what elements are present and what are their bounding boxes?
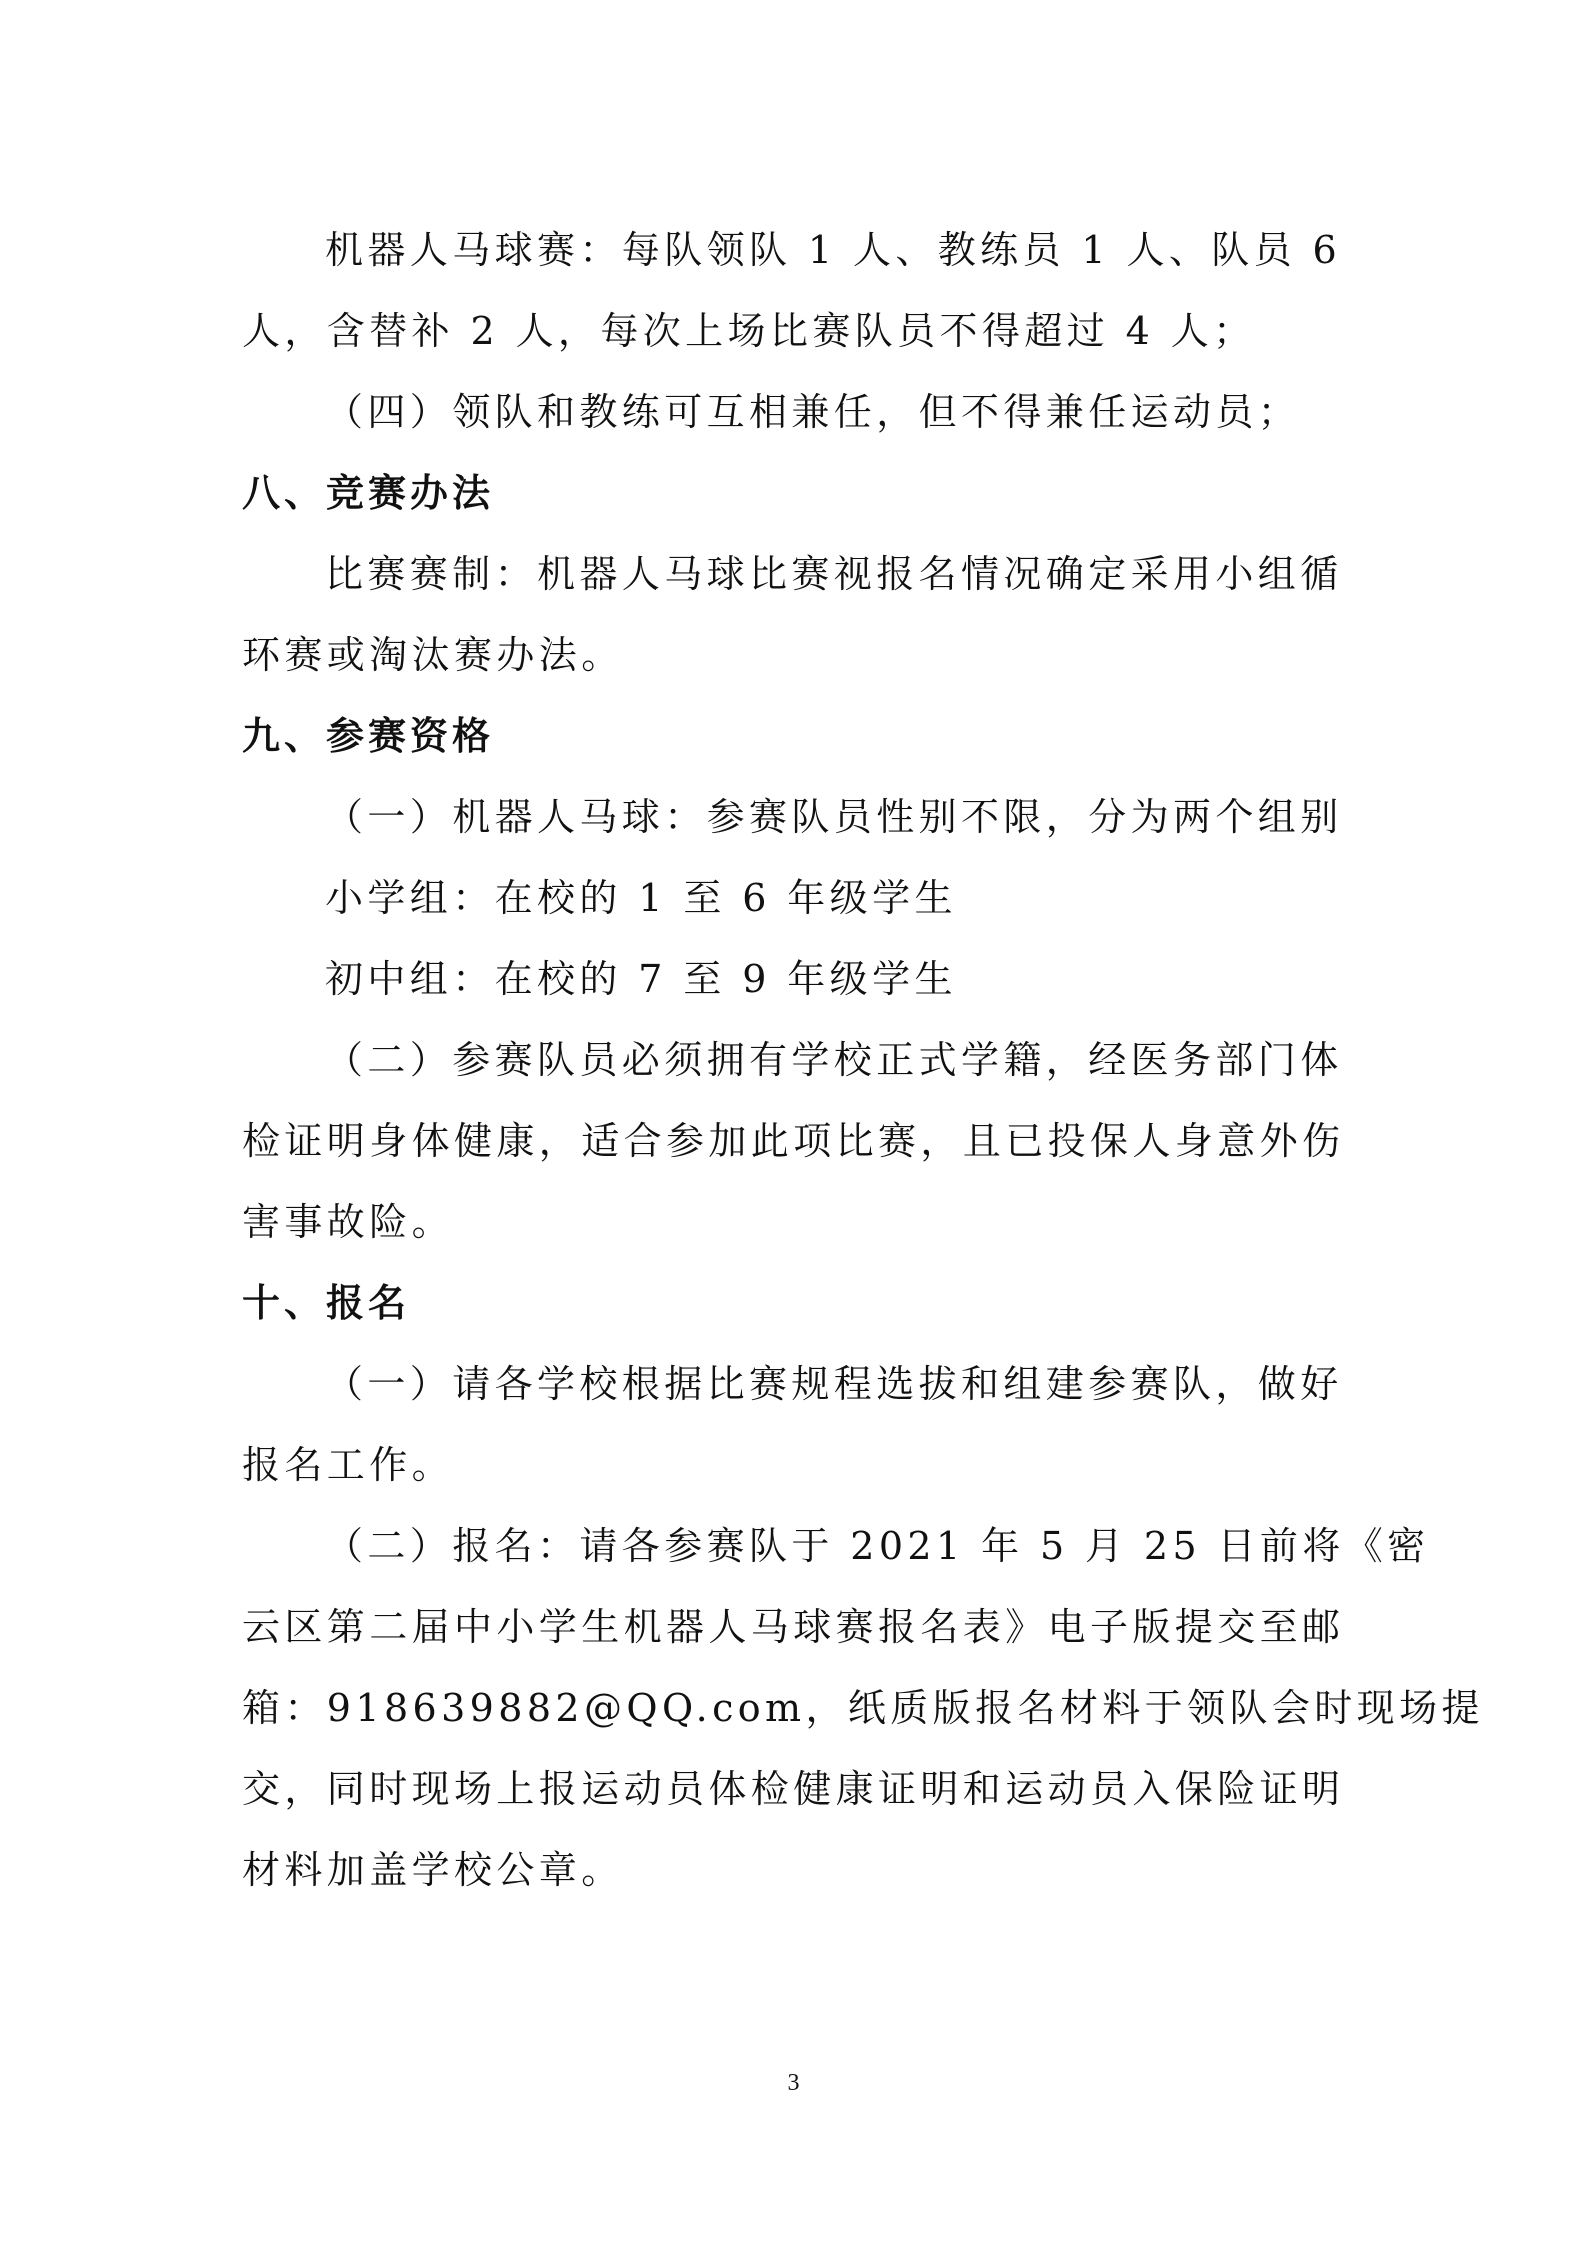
section-heading: 九、参赛资格 xyxy=(242,714,495,758)
paragraph-line: 比赛赛制：机器人马球比赛视报名情况确定采用小组循 xyxy=(325,552,1343,596)
paragraph-line: （一）请各学校根据比赛规程选拔和组建参赛队，做好 xyxy=(325,1362,1343,1406)
paragraph-line: 初中组：在校的 7 至 9 年级学生 xyxy=(325,957,957,1001)
paragraph-line: 小学组：在校的 1 至 6 年级学生 xyxy=(325,876,957,920)
paragraph-line: （一）机器人马球：参赛队员性别不限，分为两个组别 xyxy=(325,795,1343,839)
paragraph-line: 环赛或淘汰赛办法。 xyxy=(242,633,624,677)
paragraph-line: 人，含替补 2 人，每次上场比赛队员不得超过 4 人； xyxy=(242,309,1256,353)
paragraph-line: 报名工作。 xyxy=(242,1443,455,1487)
paragraph-line: 交，同时现场上报运动员体检健康证明和运动员入保险证明 xyxy=(242,1767,1345,1811)
paragraph-line: 材料加盖学校公章。 xyxy=(242,1848,624,1892)
paragraph-line: 机器人马球赛：每队领队 1 人、教练员 1 人、队员 6 xyxy=(325,228,1342,272)
paragraph-line: （二）参赛队员必须拥有学校正式学籍，经医务部门体 xyxy=(325,1038,1343,1082)
page-number: 3 xyxy=(787,2070,800,2096)
section-heading: 八、竞赛办法 xyxy=(242,471,495,515)
document-body xyxy=(242,210,1484,1911)
paragraph-line: 检证明身体健康，适合参加此项比赛，且已投保人身意外伤 xyxy=(242,1119,1345,1163)
paragraph-line: （二）报名：请各参赛队于 2021 年 5 月 25 日前将《密 xyxy=(325,1524,1430,1568)
paragraph-line: 箱：918639882@QQ.com，纸质版报名材料于领队会时现场提 xyxy=(242,1686,1484,1730)
paragraph-line: 云区第二届中小学生机器人马球赛报名表》电子版提交至邮 xyxy=(242,1605,1345,1649)
paragraph-line: 害事故险。 xyxy=(242,1200,455,1244)
paragraph-line: （四）领队和教练可互相兼任，但不得兼任运动员； xyxy=(325,390,1301,434)
section-heading: 十、报名 xyxy=(242,1281,411,1325)
